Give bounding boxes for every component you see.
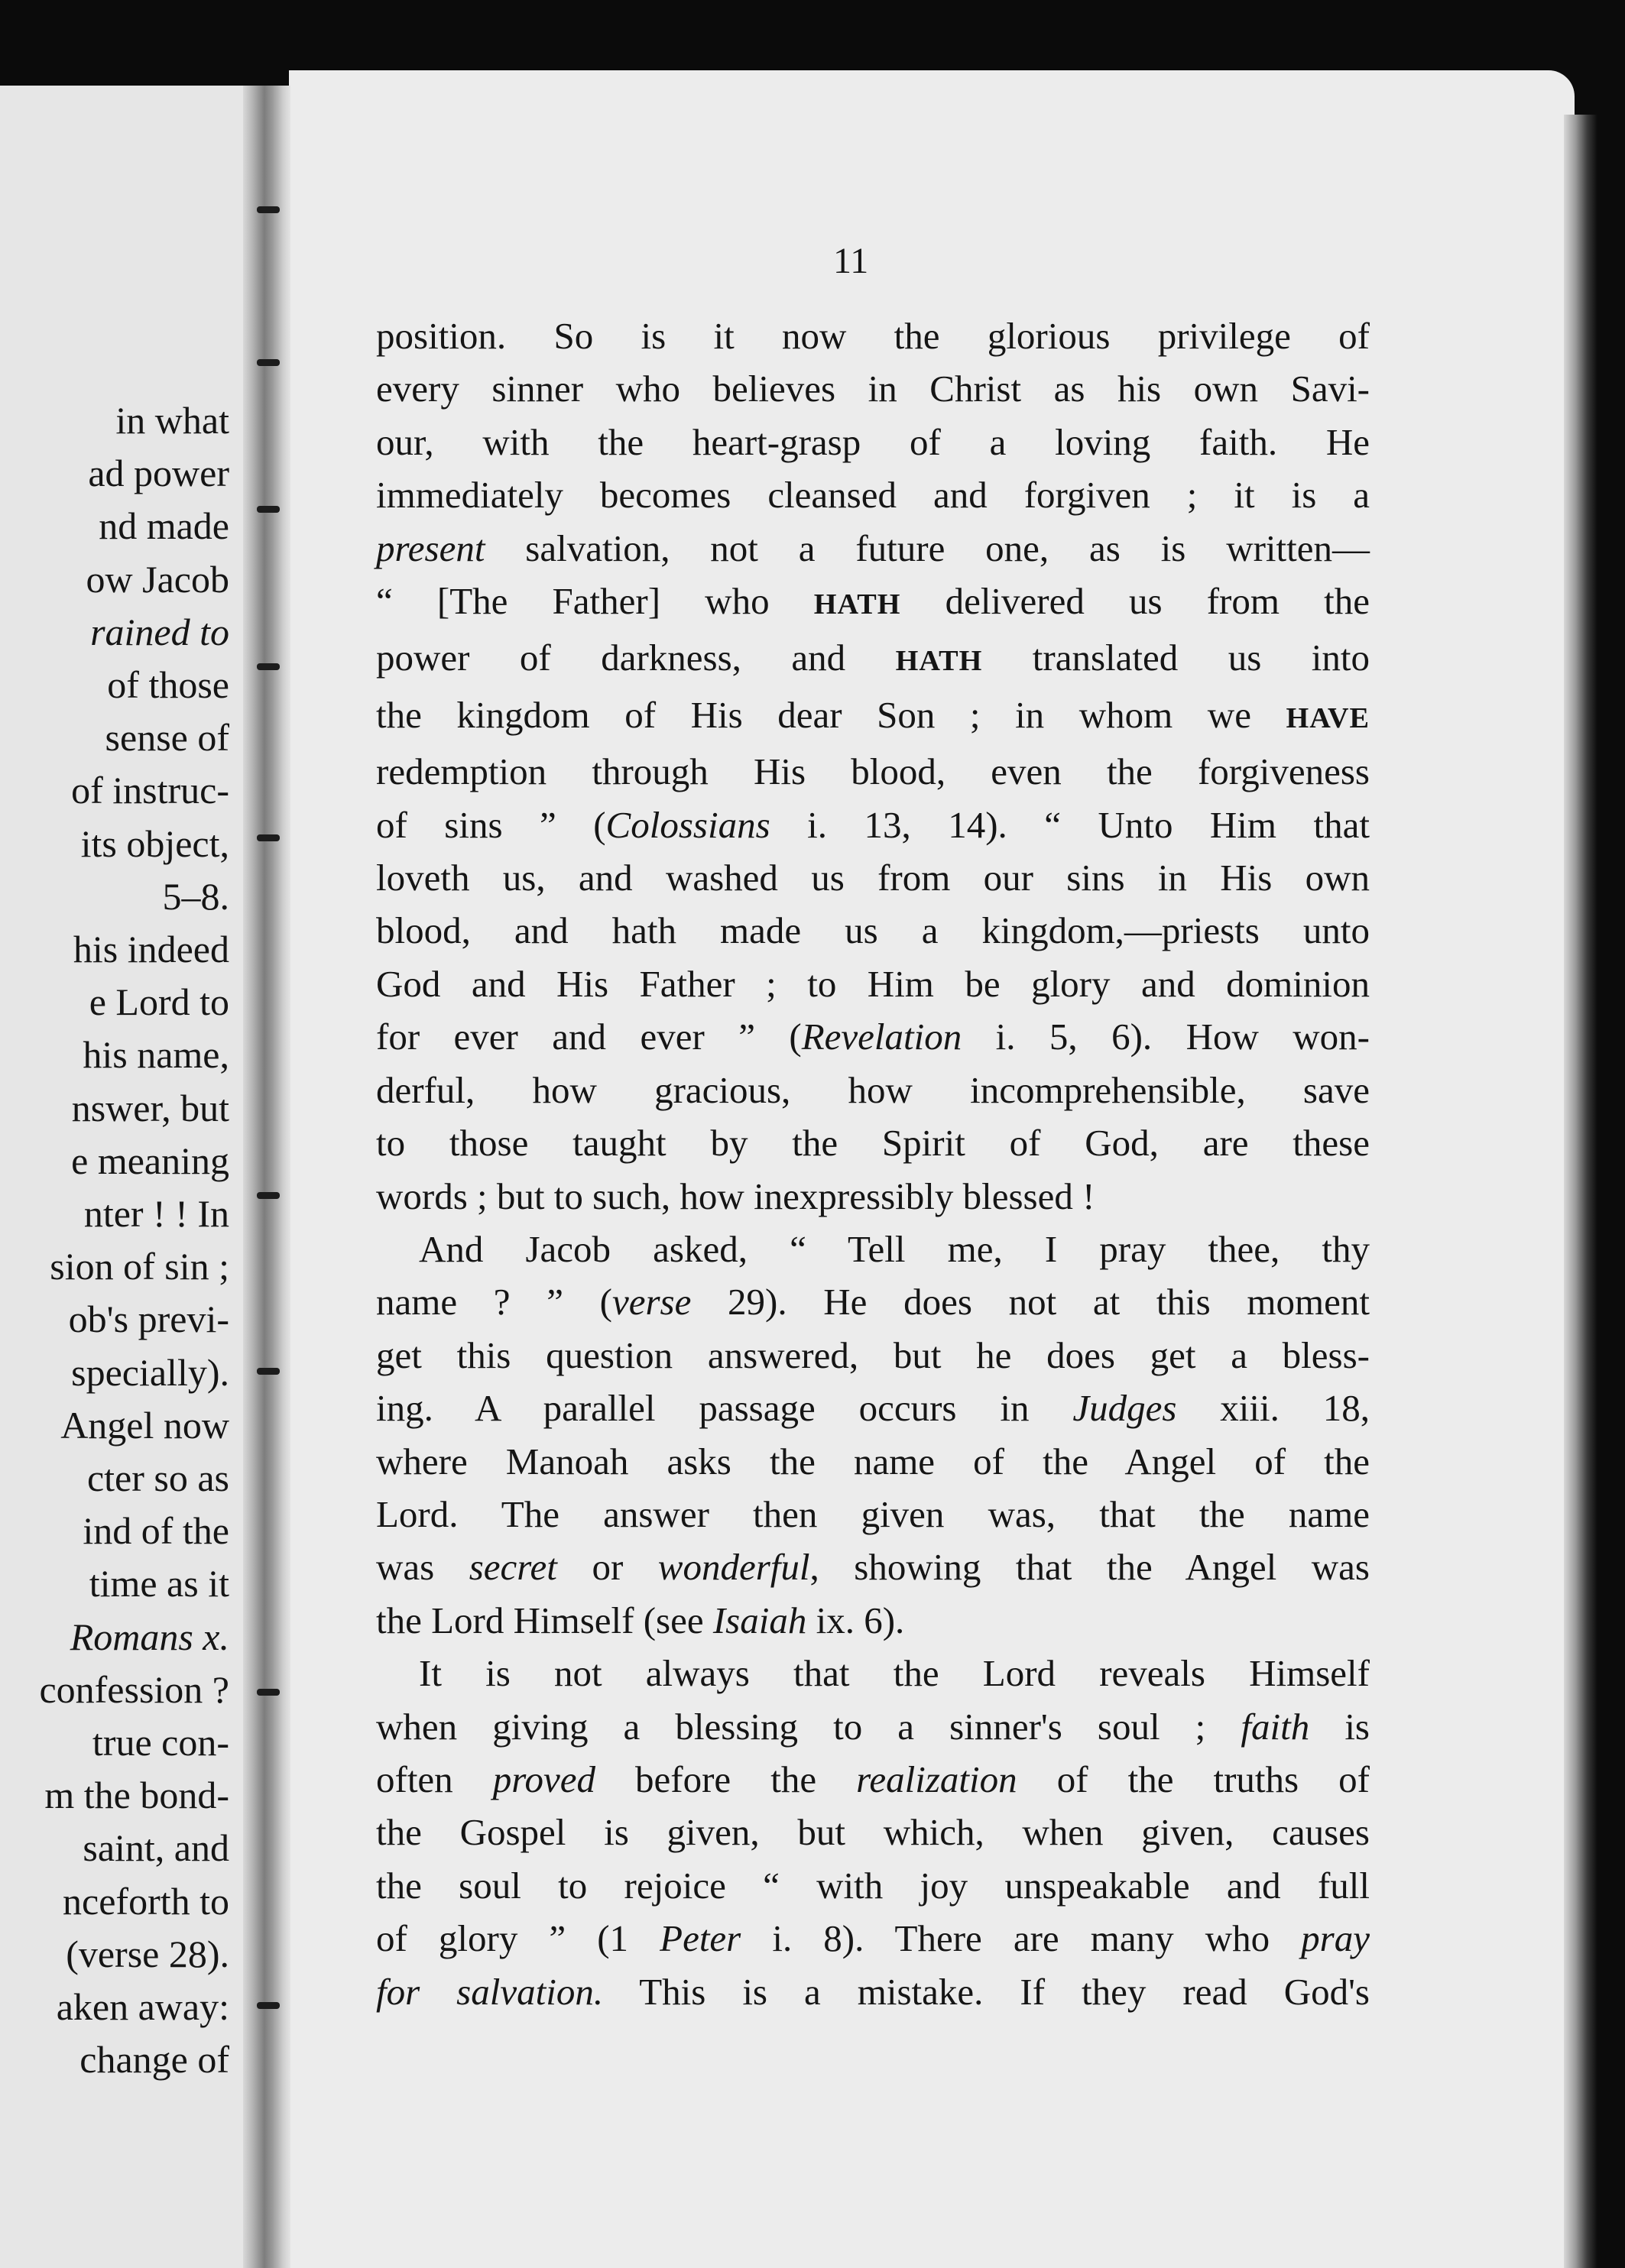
binding-stitch [257, 2002, 280, 2009]
text-line: position. So is it now the glorious privilege of [376, 315, 1370, 357]
text-line: often proved before the realization of the truths of [376, 1758, 1370, 1800]
text-line: the kingdom of His dear Son ; in whom we HAVE [376, 693, 1370, 736]
binding-stitch [257, 663, 280, 670]
text-line: present salvation, not a future one, as is written— [376, 526, 1370, 569]
left-line: his name, [83, 1033, 229, 1077]
binding-stitch [257, 359, 280, 366]
left-line: sion of sin ; [50, 1245, 229, 1288]
left-line: of those [107, 663, 229, 707]
left-line: nd made [99, 504, 229, 548]
left-line: e Lord to [89, 980, 229, 1024]
binding-stitch [257, 506, 280, 513]
text-line: every sinner who believes in Christ as his own Savi- [376, 368, 1370, 410]
left-line: time as it [89, 1562, 229, 1605]
text-line: of glory ” (1 Peter i. 8). There are many who pray [376, 1917, 1370, 1960]
left-line: nter ! ! In [83, 1192, 229, 1236]
page-number: 11 [833, 241, 869, 281]
binding-stitch [257, 1368, 280, 1375]
text-line: where Manoah asks the name of the Angel of the [376, 1440, 1370, 1482]
text-line: redemption through His blood, even the forgiveness [376, 750, 1370, 793]
text-line: immediately becomes cleansed and forgiven ; it is a [376, 474, 1370, 517]
left-line: ind of the [83, 1509, 229, 1553]
left-line: nswer, but [71, 1086, 229, 1129]
text-line: for salvation. This is a mistake. If they read God's [376, 1970, 1370, 2013]
text-line: It is not always that the Lord reveals Himself [419, 1652, 1370, 1695]
left-line: m the bond- [44, 1774, 229, 1817]
text-line: the Lord Himself (see Isaiah ix. 6). [376, 1599, 905, 1641]
left-line: its object, [80, 821, 229, 865]
text-line: of sins ” (Colossians i. 13, 14). “ Unto Him that [376, 803, 1370, 846]
left-line: (verse 28). [66, 1932, 229, 1975]
text-line: name ? ” (verse 29). He does not at this moment [376, 1281, 1370, 1324]
left-line: saint, and [83, 1826, 229, 1870]
left-line: his indeed [73, 928, 229, 971]
binding-stitch [257, 1192, 280, 1199]
text-line: when giving a blessing to a sinner's soul ; faith is [376, 1705, 1370, 1748]
text-line: our, with the heart-grasp of a loving faith. He [376, 420, 1370, 463]
body-text [376, 309, 1370, 2018]
left-line: nceforth to [63, 1879, 229, 1923]
text-line: get this question answered, but he does get a bless- [376, 1333, 1370, 1376]
text-line: power of darkness, and HATH translated us into [376, 637, 1370, 679]
left-line: ow Jacob [86, 557, 229, 601]
text-line: Lord. The answer then given was, that the name [376, 1492, 1370, 1535]
binding-stitch [257, 206, 280, 213]
binding-stitch [257, 1689, 280, 1696]
left-page [0, 86, 258, 2268]
left-line: of instruc- [71, 769, 229, 812]
binding-stitch [257, 834, 280, 841]
left-line: e meaning [71, 1139, 229, 1182]
left-page-text [0, 394, 229, 2087]
text-line: the Gospel is given, but which, when given, causes [376, 1811, 1370, 1854]
text-line: for ever and ever ” (Revelation i. 5, 6). How won- [376, 1016, 1370, 1058]
left-line: aken away: [56, 1985, 229, 2029]
text-line: the soul to rejoice “ with joy unspeakable and full [376, 1864, 1370, 1907]
left-line: ob's previ- [68, 1298, 229, 1341]
text-line: ing. A parallel passage occurs in Judges xiii. 18, [376, 1387, 1370, 1430]
left-line: change of [79, 2038, 229, 2082]
left-line: specially). [71, 1350, 229, 1394]
text-line: words ; but to such, how inexpressibly blessed ! [376, 1174, 1095, 1217]
text-line: was secret or wonderful, showing that the Angel was [376, 1546, 1370, 1589]
left-line: in what [115, 399, 229, 442]
left-line: ad power [88, 452, 229, 495]
left-line: true con- [92, 1721, 229, 1764]
text-line: loveth us, and washed us from our sins in His own [376, 857, 1370, 899]
book-gutter [243, 86, 290, 2268]
left-line: 5–8. [162, 874, 229, 918]
text-line: And Jacob asked, “ Tell me, I pray thee, thy [419, 1227, 1370, 1270]
left-line: rained to [90, 610, 229, 653]
page-edge-shadow [1564, 115, 1597, 2268]
text-line: to those taught by the Spirit of God, are these [376, 1122, 1370, 1165]
left-line: cter so as [86, 1456, 229, 1500]
text-line: blood, and hath made us a kingdom,—priests unto [376, 909, 1370, 952]
text-line: God and His Father ; to Him be glory and dominion [376, 962, 1370, 1005]
left-line: sense of [105, 716, 229, 760]
left-line: Romans x. [70, 1615, 229, 1658]
left-line: confession ? [39, 1667, 229, 1711]
text-line: derful, how gracious, how incomprehensible, save [376, 1068, 1370, 1111]
text-line: “ [The Father] who HATH delivered us from the [376, 580, 1370, 623]
left-line: Angel now [60, 1403, 229, 1447]
